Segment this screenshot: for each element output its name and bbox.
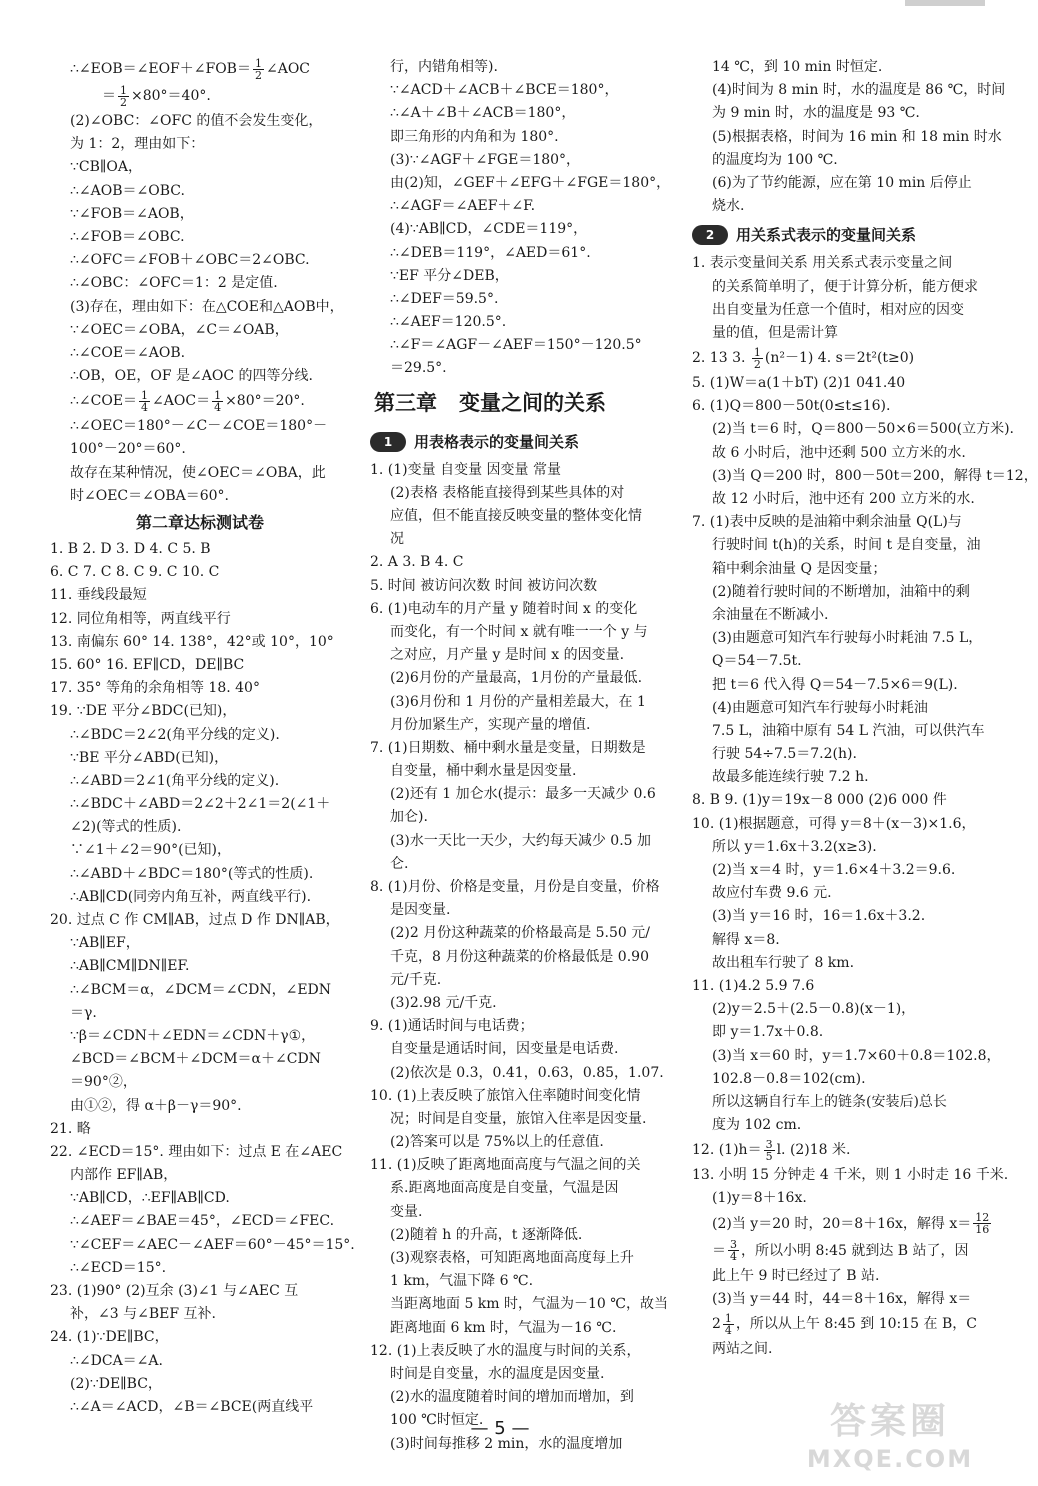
answer-line: 1. 表示变量间关系 用关系式表示变量之间 [692, 255, 953, 272]
chapter-number: 第三章 [374, 390, 437, 415]
answer-line: 距离地面 6 km 时，气温为－16 ℃. [390, 1319, 617, 1336]
answer-line: (3)水一天比一天少，大约每天减少 0.5 加 [390, 832, 651, 849]
answer-line: 23. (1)90° (2)互余 (3)∠1 与∠AEC 互 [50, 1283, 299, 1299]
answer-line: ∴∠BDC＋∠ABD＝2∠2＋2∠1＝2(∠1＋ [70, 796, 331, 813]
section-heading [692, 218, 982, 252]
answer-line: 行驶时间 t(h)的关系，时间 t 是自变量，油 [712, 537, 981, 554]
answer-line: 所以 y＝1.6x＋3.2(x≥3). [712, 838, 877, 855]
answer-line: (4)由题意可知汽车行驶每小时耗油 [712, 699, 928, 716]
text-line: ∵∠ACD＋∠ACB＋∠BCE＝180°， [390, 82, 619, 99]
answer-line: ∴AB∥CD(同旁内角互补，两直线平行). [70, 888, 312, 905]
answer-line: 2. 13 3. $\frac{1}{2}$ (n²－1) 4. s＝2t²(t≥0) [692, 345, 915, 371]
answer-line: 故 6 小时后，池中还剩 500 立方米的水. [712, 444, 966, 461]
answer-line: 故出租车行驶了 8 km. [712, 954, 855, 971]
text-line: ∴∠EOB＝∠EOF＋∠FOB＝ $\frac{1}{2}$ ∠AOC [70, 56, 311, 82]
answer-line: 此上午 9 时已经过了 B 站. [712, 1267, 880, 1284]
answer-line: 21. 略 [50, 1120, 91, 1137]
answer-line: 应值，但不能直接反映变量的整体变化情 [390, 508, 642, 524]
answer-line: 箱中剩余油量 Q 是因变量； [712, 560, 887, 577]
answer-line: 5. 时间 被访问次数 时间 被访问次数 [370, 577, 598, 594]
answer-line: (2)当 x＝4 时，y＝1.6×4＋3.2＝9.6. [712, 862, 956, 878]
text-line: ∵CB∥OA， [70, 159, 142, 176]
answer-line: (3)2.98 元/千克. [390, 994, 497, 1011]
answer-line: 10. (1)上表反映了旅馆入住率随时间变化情 [370, 1087, 641, 1104]
answer-line: (2)还有 1 加仑水(提示：最多一天减少 0.6 [390, 786, 656, 803]
answer-line: ∴AB∥CM∥DN∥EF. [70, 958, 190, 975]
answer-line: (2)随着行驶时间的不断增加，油箱中的剩 [712, 583, 970, 600]
answer-line: 出自变量为任意一个值时，相对应的因变 [712, 301, 964, 318]
text-line: ∴∠A＋∠B＋∠ACB＝180°， [390, 105, 576, 122]
text-line: (2)∠OBC：∠OFC 的值不会发生变化， [70, 113, 323, 129]
answer-line: 7. (1)日期数、桶中剩水量是变量，日期数是 [370, 739, 646, 756]
answer-line: ∴∠BCM＝α，∠DCM＝∠CDN，∠EDN [70, 981, 332, 998]
answer-line: 6. (1)Q＝800－50t(0≤t≤16). [692, 398, 891, 415]
answer-line: ∵∠CEF＝∠AEC－∠AEF＝60°－45°＝15°. [70, 1236, 355, 1253]
text-line: (4)时间为 8 min 时，水的温度是 86 ℃，时间 [712, 82, 1006, 99]
answer-line: (3)当 x＝60 时，y＝1.7×60＋0.8＝102.8， [712, 1047, 1001, 1064]
text-line: ∴∠COE＝∠AOB. [70, 344, 186, 361]
answer-line: 况；时间是自变量，旅馆入住率是因变量. [390, 1110, 647, 1127]
answer-line: 故 12 小时后，池中还有 200 立方米的水. [712, 491, 975, 507]
text-line: 即三角形的内角和为 180°. [390, 128, 559, 145]
chapter-heading [370, 381, 665, 425]
answer-line: 月份加紧生产，实现产量的增值. [390, 716, 591, 733]
answer-line: (2)当 y＝20 时，20＝8＋16x，解得 x＝ $\frac{12}{16}$ [712, 1211, 990, 1237]
answer-line: 内部作 EF∥AB， [70, 1167, 178, 1184]
chapter-title: 变量之间的关系 [459, 390, 606, 415]
answer-line: ∵BE 平分∠ABD(已知)， [70, 749, 229, 766]
answer-line: 17. 35° 等角的余角相等 18. 40° [50, 680, 260, 697]
answer-line: (3)观察表格，可知距离地面高度每上升 [390, 1250, 634, 1266]
answer-line: 把 t＝6 代入得 Q＝54－7.5×6＝9(L). [712, 676, 958, 693]
answer-line: 2. A 3. B 4. C [370, 554, 464, 571]
answer-line: 故最多能连续行驶 7.2 h. [712, 769, 869, 786]
answer-line: 1. (1)变量 自变量 因变量 常量 [370, 461, 561, 478]
answer-line: 两站之间. [712, 1341, 773, 1357]
section-number-badge: 2 [692, 225, 728, 245]
column-2 [370, 56, 671, 1456]
text-line: 行，内错角相等). [390, 59, 498, 75]
answer-line: 自变量，桶中剩水量是因变量. [390, 763, 577, 780]
answer-line: 时间是自变量，水的温度是因变量. [390, 1365, 605, 1382]
answer-line: (2)表格 表格能直接得到某些具体的对 [390, 484, 625, 501]
answer-line: ＝ $\frac{3}{4}$ ，所以小明 8:45 就到达 B 站了，因 [712, 1238, 969, 1264]
answer-line: 余油量在不断减小. [712, 606, 829, 623]
text-line: ＝ $\frac{1}{2}$ ×80°＝40°. [102, 83, 211, 109]
answer-line: 19. ∵DE 平分∠BDC(已知)， [50, 703, 237, 720]
answer-line: 度为 102 cm. [712, 1117, 802, 1134]
text-line: (4)∵AB∥CD，∠CDE＝119°， [390, 221, 588, 238]
answer-line: 24. (1)∵DE∥BC， [50, 1329, 169, 1346]
answer-line: (2)6月份的产量最高，1月份的产量最低. [390, 670, 643, 687]
answer-line: (2)答案可以是 75%以上的任意值. [390, 1134, 604, 1151]
text-line: ∵∠OEC＝∠OBA，∠C＝∠OAB， [70, 321, 289, 338]
text-line: ∴∠AOB＝∠OBC. [70, 182, 185, 199]
answer-line: (2)y＝2.5＋(2.5－0.8)(x－1)， [712, 1001, 916, 1018]
answer-line: Q＝54－7.5t. [712, 653, 802, 670]
answer-line: 22. ∠ECD＝15°. 理由如下：过点 E 在∠AEC [50, 1143, 343, 1160]
text-line: 14 ℃，到 10 min 时恒定. [712, 59, 883, 75]
answer-line: (3)时间每推移 2 min，水的温度增加 [390, 1435, 623, 1452]
text-line: 的温度均为 100 ℃. [712, 151, 838, 168]
answer-line: 8. B 9. (1)y＝19x－8 000 (2)6 000 件 [692, 792, 947, 809]
answer-line: 15. 60° 16. EF∥CD，DE∥BC [50, 656, 245, 673]
text-line: ∴∠OEC＝180°－∠C－∠COE＝180°－ [70, 418, 328, 435]
text-line: ∴∠OBC：∠OFC＝1：2 是定值. [70, 275, 278, 292]
answer-line: 13. 南偏东 60° 14. 138°，42°或 10°，10° [50, 633, 334, 650]
answer-line: (3)由题意可知汽车行驶每小时耗油 7.5 L， [712, 630, 983, 647]
answer-line: 故应付车费 9.6 元. [712, 885, 832, 902]
text-line: (3)存在，理由如下：在△COE和△AOB中， [70, 298, 344, 315]
answer-line: 12. (1)h＝ $\frac{3}{5}$ l. (2)18 米. [692, 1137, 851, 1163]
answer-line: ∴∠BDC＝2∠2(角平分线的定义). [70, 726, 280, 743]
answer-line: ∴∠A＝∠ACD，∠B＝∠BCE(两直线平 [70, 1398, 314, 1415]
text-line: (3)∵∠AGF＋∠FGE＝180°， [390, 151, 581, 168]
answer-line: ∵AB∥CD，∴EF∥AB∥CD. [70, 1190, 230, 1207]
text-line: 为 9 min 时，水的温度是 93 ℃. [712, 105, 920, 122]
answer-line: 2 $\frac{1}{4}$ ，所以从上午 8:45 到 10:15 在 B，C [712, 1311, 977, 1337]
answer-line: (2)依次是 0.3，0.41，0.63，0.85，1.07. [390, 1064, 664, 1081]
watermark-logo [790, 1400, 990, 1480]
answer-line: ∴∠ABD＝2∠1(角平分线的定义). [70, 772, 280, 789]
text-line: 故存在某种情况，使∠OEC＝∠OBA，此 [70, 464, 326, 481]
answer-line: 13. 小明 15 分钟走 4 千米，则 1 小时走 16 千米. [692, 1167, 1009, 1184]
answer-line: 12. (1)上表反映了水的温度与时间的关系， [370, 1342, 641, 1359]
watermark-url: MXQE.COM [806, 1445, 974, 1473]
section-heading [370, 425, 665, 459]
answer-line: (2)水的温度随着时间的增加而增加，到 [390, 1389, 634, 1406]
answer-line: 千克，8 月份这种蔬菜的价格最低是 0.90 [390, 948, 649, 965]
text-line: (5)根据表格，时间为 16 min 和 18 min 时水 [712, 128, 1002, 145]
column-1 [50, 56, 355, 1419]
text-line: 烧水. [712, 198, 745, 215]
answer-line: 系.距离地面高度是自变量，气温是因 [390, 1180, 619, 1197]
answer-line: (3)当 y＝44 时，44＝8＋16x，解得 x＝ [712, 1290, 972, 1307]
answer-line: 自变量是通话时间，因变量是电话费. [390, 1041, 619, 1058]
answer-line: 8. (1)月份、价格是变量，月份是自变量，价格 [370, 879, 660, 895]
answer-line: ∴∠AEF＝∠BAE＝45°，∠ECD＝∠FEC. [70, 1213, 335, 1230]
answer-line: 是因变量. [390, 902, 451, 919]
answer-line: (2)2 月份这种蔬菜的价格最高是 5.50 元/ [390, 925, 650, 942]
page-number: — 5 — [470, 1418, 530, 1439]
text-line: (6)为了节约能源，应在第 10 min 后停止 [712, 174, 972, 191]
answer-line: ∴∠ABD＋∠BDC＝180°(等式的性质). [70, 865, 314, 882]
answer-line: ∵β＝∠CDN＋∠EDN＝∠CDN＋γ①， [70, 1027, 316, 1044]
answer-line: 1. B 2. D 3. D 4. C 5. B [50, 541, 211, 557]
text-line: ∴∠OFC＝∠FOB＋∠OBC＝2∠OBC. [70, 252, 310, 269]
answer-line: ＝γ. [70, 1004, 97, 1021]
answer-line: ＝90°②， [70, 1074, 137, 1091]
answer-line: (2)随着 h 的升高，t 逐渐降低. [390, 1226, 583, 1243]
answer-line: 11. (1)反映了距离地面高度与气温之间的关 [370, 1157, 641, 1174]
answer-line: (3)当 Q＝200 时，800－50t＝200，解得 t＝12， [712, 467, 1038, 484]
answer-line: 之对应，月产量 y 是时间 x 的因变量. [390, 647, 625, 664]
text-line: ∵EF 平分∠DEB， [390, 267, 509, 284]
answer-line: ∵∠1＋∠2＝90°(已知)， [70, 842, 232, 859]
answer-line: 变量. [390, 1203, 423, 1220]
answer-line: ∴∠DCA＝∠A. [70, 1352, 163, 1369]
answer-line: 的关系简单明了，便于计算分析，能方便求 [712, 278, 978, 295]
answer-line: 解得 x＝8. [712, 931, 780, 948]
answer-line: (1)y＝8＋16x. [712, 1190, 807, 1207]
answer-line: 补，∠3 与∠BEF 互补. [70, 1306, 216, 1323]
text-line: 100°－20°＝60°. [70, 441, 186, 458]
section-title: 用表格表示的变量间关系 [414, 432, 580, 451]
answer-line: 12. 同位角相等，两直线平行 [50, 610, 231, 627]
answer-line: ∵AB∥EF， [70, 935, 140, 952]
text-line: ＝29.5°. [390, 360, 447, 377]
answer-line: (2)当 t＝6 时，Q＝800－50×6＝500(立方米). [712, 421, 1015, 438]
answer-line: 7.5 L，油箱中原有 54 L 汽油，可以供汽车 [712, 722, 985, 739]
answer-line: 11. (1)4.2 5.9 7.6 [692, 977, 815, 994]
text-line: ∴∠F＝∠AGF－∠AEF＝150°－120.5° [390, 337, 642, 354]
answer-line: 当距离地面 5 km 时，气温为－10 ℃，故当 [390, 1296, 668, 1313]
column-3 [692, 56, 1038, 1361]
answer-line: 102.8－0.8＝102(cm). [712, 1070, 866, 1087]
answer-line: 量的值，但是需计算 [712, 324, 838, 341]
text-line: ∴∠COE＝ $\frac{1}{4}$ ∠AOC＝ $\frac{1}{4}$ ×80°＝20°. [70, 388, 305, 414]
section-title: 第二章达标测试卷 [135, 513, 264, 532]
answer-line: 行驶 54÷7.5＝7.2(h). [712, 746, 857, 763]
answer-line: ∴∠ECD＝15°. [70, 1259, 167, 1276]
answer-line: 11. 垂线段最短 [50, 587, 147, 604]
section-title: 用关系式表示的变量间关系 [736, 226, 917, 245]
text-line: ∴∠FOB＝∠OBC. [70, 228, 185, 245]
text-line: ∴∠AEF＝120.5°. [390, 314, 507, 331]
answer-line: 由①②，得 α＋β－γ＝90°. [70, 1097, 242, 1114]
text-line: ∴OB，OE，OF 是∠AOC 的四等分线. [70, 368, 313, 385]
section-number-badge: 1 [370, 432, 406, 452]
answer-line: 而变化，有一个时间 x 就有唯一一个 y 与 [390, 623, 648, 640]
text-line: 由(2)知，∠GEF＋∠EFG＋∠FGE＝180°， [390, 174, 671, 191]
answer-line: 况 [390, 531, 404, 548]
answer-line: 所以这辆自行车上的链条(安装后)总长 [712, 1093, 947, 1110]
answer-line: 元/千克. [390, 971, 442, 988]
answer-line: 加仑). [390, 809, 428, 826]
text-line: ∴∠DEF＝59.5°. [390, 290, 499, 307]
watermark-text: 答案圈 [829, 1401, 950, 1442]
answer-line: 6. (1)电动车的月产量 y 随着时间 x 的变化 [370, 600, 638, 617]
answer-line: 100 ℃时恒定. [390, 1412, 484, 1429]
text-line: ∴∠DEB＝119°，∠AED＝61°. [390, 244, 591, 261]
answer-line: 即 y＝1.7x＋0.8. [712, 1024, 824, 1041]
answer-line: ∠2)(等式的性质). [70, 819, 182, 836]
answer-line: ∠BCD＝∠BCM＋∠DCM＝α＋∠CDN [70, 1051, 321, 1068]
answer-line: 7. (1)表中反映的是油箱中剩余油量 Q(L)与 [692, 514, 962, 531]
answer-line: (3)6月份和 1 月份的产量相差最大，在 1 [390, 693, 646, 710]
answer-line: 9. (1)通话时间与电话费； [370, 1018, 534, 1035]
answer-line: 20. 过点 C 作 CM∥AB，过点 D 作 DN∥AB， [50, 912, 340, 928]
answer-line: 10. (1)根据题意，可得 y＝8＋(x－3)×1.6， [692, 815, 976, 832]
answer-line: 5. (1)W＝a(1＋bT) (2)1 041.40 [692, 375, 906, 392]
answer-line: (2)∵DE∥BC， [70, 1375, 162, 1392]
answer-line: 6. C 7. C 8. C 9. C 10. C [50, 564, 220, 581]
answer-line: 1 km，气温下降 6 ℃. [390, 1273, 534, 1290]
text-line: 为 1：2，理由如下： [70, 136, 205, 153]
text-line: 时∠OEC＝∠OBA＝60°. [70, 487, 230, 504]
answer-line: 仑. [390, 855, 409, 872]
text-line: ∵∠FOB＝∠AOB， [70, 205, 194, 222]
answer-line: (3)当 y＝16 时，16＝1.6x＋3.2. [712, 908, 926, 925]
text-line: ∴∠AGF＝∠AEF＋∠F. [390, 198, 536, 215]
top-edge-mark [905, 0, 985, 6]
